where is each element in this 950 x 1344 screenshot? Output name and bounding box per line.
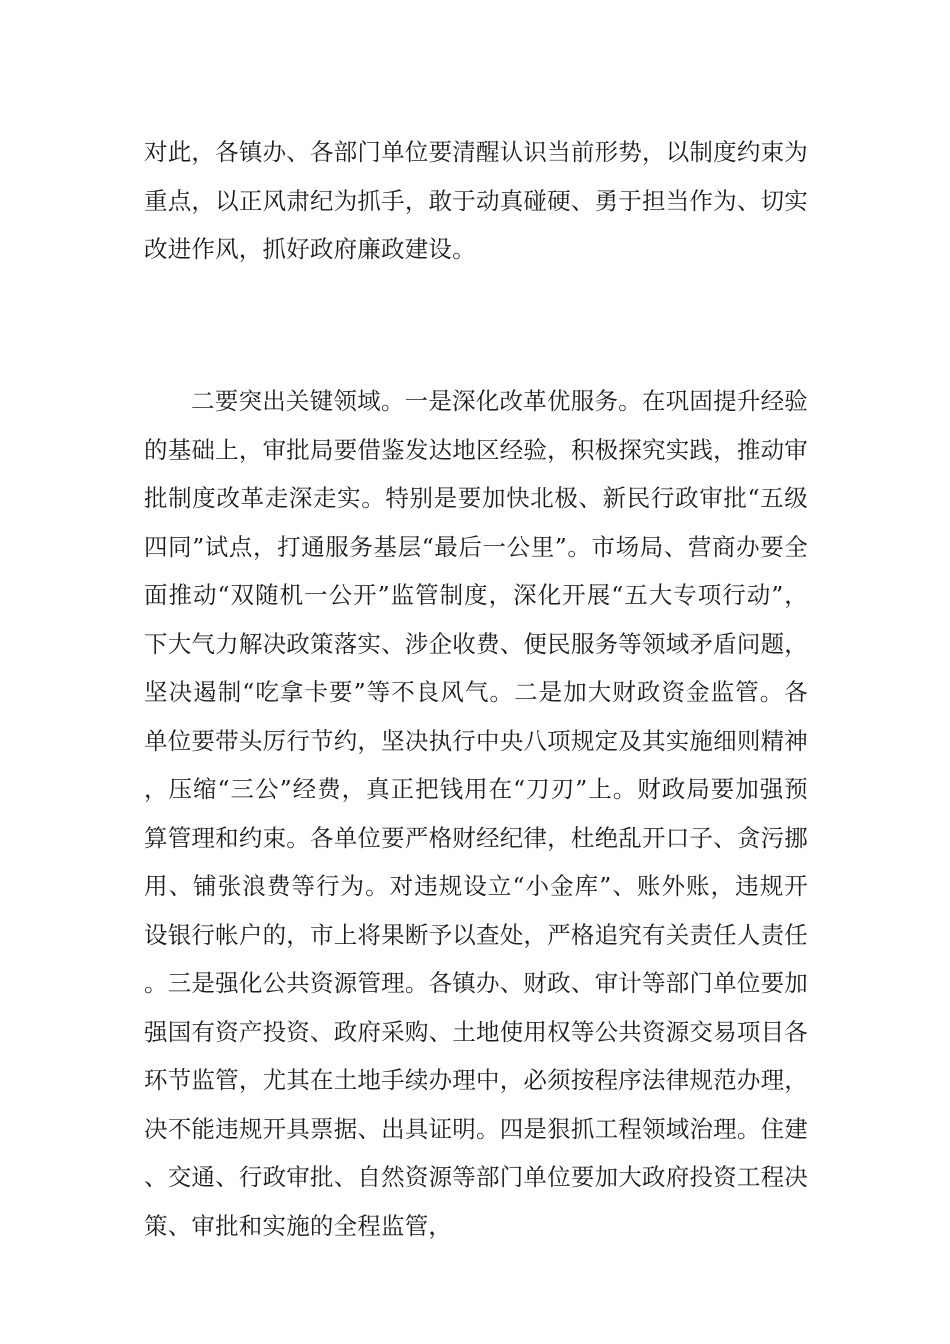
paragraph-intro-conclusion: 对此，各镇办、各部门单位要清醒认识当前形势，以制度约束为重点，以正风肃纪为抓手，敢于动真碰硬、勇于担当作为、切实改进作风，抓好政府廉政建设。 xyxy=(144,138,808,263)
paragraph-key-areas: 二要突出关键领域。一是深化改革优服务。在巩固提升经验的基础上，审批局要借鉴发达地区经验，积极探究实践，推动审批制度改革走深走实。特别是要加快北极、新民行政审批“五级四同”试点，打通服务基层“最后一公里”。市场局、营商办要全面推动“双随机一公开”监管制度，深化开展“五大专项行动”，下大气力解决政策落实、涉企收费、便民服务等领域矛盾问题，坚决遏制“吃拿卡要”等不良风气。二是加大财政资金监管。各单位要带头厉行节约，坚决执行中央八项规定及其实施细则精神，压缩“三公”经费，真正把钱用在“刀刃”上。财政局要加强预算管理和约束。各单位要严格财经纪律，杜绝乱开口子、贪污挪用、铺张浪费等行为。对违规设立“小金库”、账外账，违规开设银行帐户的，市上将果断予以查处，严格追究有关责任人责任。三是强化公共资源管理。各镇办、财政、审计等部门单位要加强国有资产投资、政府采购、土地使用权等公共资源交易项目各环节监管，尤其在土地手续办理中，必须按程序法律规范办理，决不能违规开具票据、出具证明。四是狠抓工程领域治理。住建、交通、行政审批、自然资源等部门单位要加大政府投资工程决策、审批和实施的全程监管， xyxy=(144,387,808,1240)
